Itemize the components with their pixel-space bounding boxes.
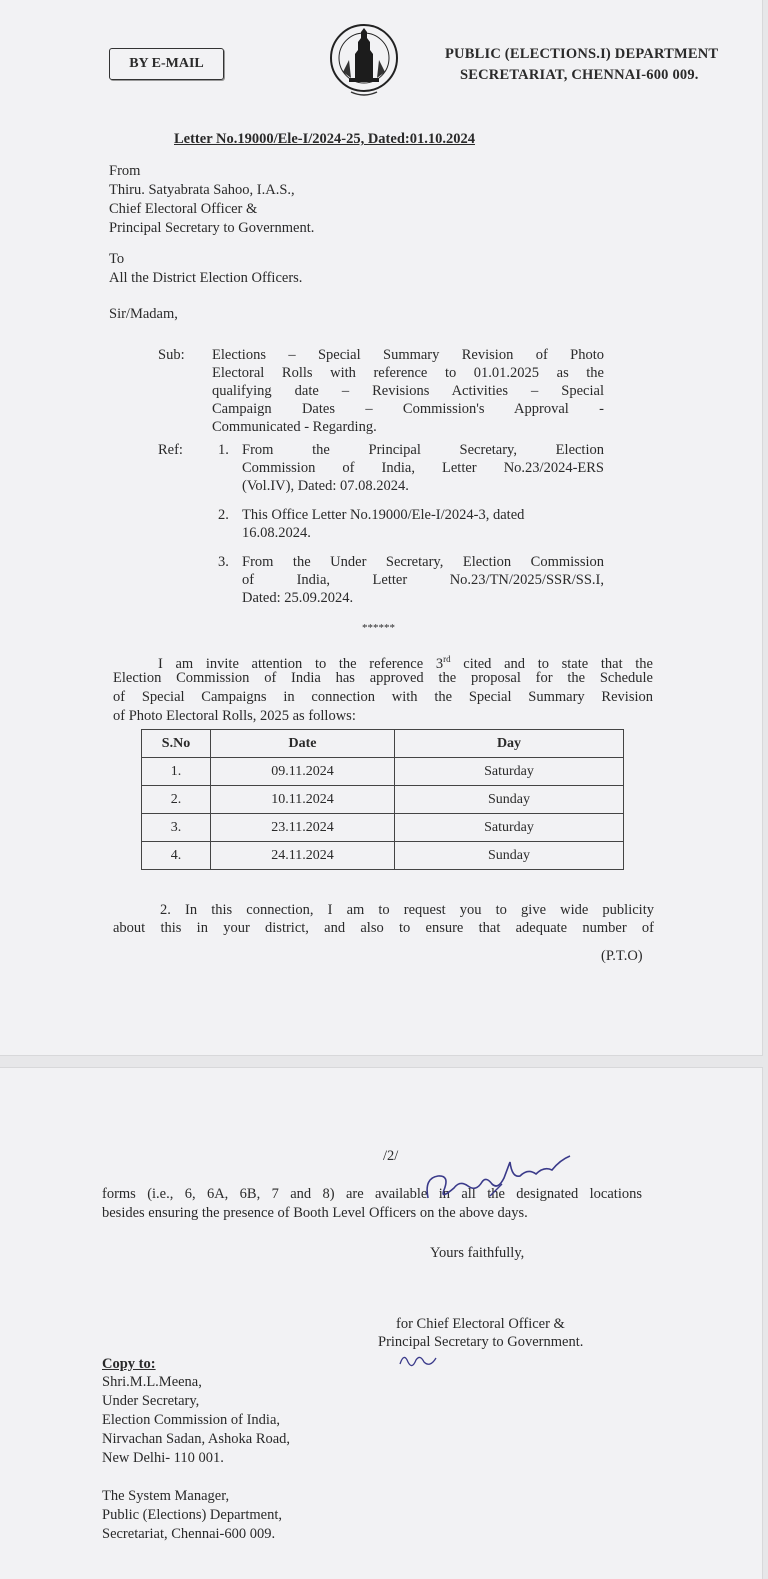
signatory-designation-2: Principal Secretary to Government.: [378, 1334, 584, 1350]
subject-line: qualifying date – Revisions Activities – Special: [212, 383, 604, 399]
reference-line: From the Under Secretary, Election Commission: [242, 554, 604, 570]
department-address: SECRETARIAT, CHENNAI-600 009.: [460, 67, 699, 83]
subject-line: Elections – Special Summary Revision of Photo: [212, 347, 604, 363]
cell-date: 10.11.2024: [211, 786, 395, 814]
cell-sno: 1.: [142, 758, 211, 786]
reference-line: Dated: 25.09.2024.: [242, 590, 354, 606]
column-header-date: Date: [211, 730, 395, 758]
initials-icon: [396, 1348, 440, 1372]
column-header-day: Day: [395, 730, 624, 758]
from-name: Thiru. Satyabrata Sahoo, I.A.S.,: [109, 182, 295, 198]
by-email-badge: BY E-MAIL: [109, 48, 224, 80]
to-label: To: [109, 251, 125, 267]
copy-recipient-line: Nirvachan Sadan, Ashoka Road,: [102, 1431, 291, 1447]
cell-sno: 4.: [142, 842, 211, 870]
page-number: /2/: [383, 1148, 399, 1164]
cell-day: Sunday: [395, 786, 624, 814]
body-paragraph-line: I am invite attention to the reference 3rd cited and to state that the: [158, 654, 653, 672]
cell-sno: 3.: [142, 814, 211, 842]
please-turn-over: (P.T.O): [601, 948, 643, 964]
body-paragraph-line: forms (i.e., 6, 6A, 6B, 7 and 8) are available in all the designated locations: [102, 1186, 642, 1202]
copy-recipient-line: Shri.M.L.Meena,: [102, 1374, 202, 1390]
table-row: [142, 786, 624, 814]
subject-line: Communicated - Regarding.: [212, 419, 377, 435]
body-paragraph-line: besides ensuring the presence of Booth Level Officers on the above days.: [102, 1205, 528, 1221]
cell-day: Saturday: [395, 758, 624, 786]
reference-number: 2.: [218, 507, 229, 523]
copy-to-label: Copy to:: [102, 1356, 156, 1372]
to-recipient: All the District Election Officers.: [109, 270, 303, 286]
separator-stars: ******: [362, 622, 395, 634]
references-label: Ref:: [158, 442, 183, 458]
copy-recipient-line: New Delhi- 110 001.: [102, 1450, 224, 1466]
copy-recipient-line: Secretariat, Chennai-600 009.: [102, 1526, 276, 1542]
cell-date: 09.11.2024: [211, 758, 395, 786]
table-row: [142, 814, 624, 842]
body-paragraph-line: 2. In this connection, I am to request you to give wide publicity: [160, 902, 654, 918]
body-paragraph-line: Election Commission of India has approved the proposal for the Schedule: [113, 670, 653, 686]
reference-line: Commission of India, Letter No.23/2024-ERS: [242, 460, 604, 476]
copy-recipient-line: Public (Elections) Department,: [102, 1507, 282, 1523]
subject-line: Electoral Rolls with reference to 01.01.2025 as the: [212, 365, 604, 381]
reference-line: (Vol.IV), Dated: 07.08.2024.: [242, 478, 409, 494]
from-designation-2: Principal Secretary to Government.: [109, 220, 315, 236]
table-row: [142, 842, 624, 870]
cell-day: Sunday: [395, 842, 624, 870]
subject-label: Sub:: [158, 347, 185, 363]
table-header-row: [142, 730, 624, 758]
signatory-designation: for Chief Electoral Officer &: [396, 1316, 565, 1332]
cell-date: 23.11.2024: [211, 814, 395, 842]
department-name: PUBLIC (ELECTIONS.I) DEPARTMENT: [445, 46, 719, 62]
reference-number: 1.: [218, 442, 229, 458]
reference-number: 3.: [218, 554, 229, 570]
tamil-nadu-emblem-icon: [329, 20, 399, 100]
from-designation: Chief Electoral Officer &: [109, 201, 258, 217]
body-paragraph-line: about this in your district, and also to ensure that adequate number of: [113, 920, 654, 936]
letter-page-2: [0, 1068, 762, 1579]
copy-recipient-line: Election Commission of India,: [102, 1412, 281, 1428]
body-paragraph-line: of Special Campaigns in connection with the Special Summary Revision: [113, 689, 653, 705]
letter-number: Letter No.19000/Ele-I/2024-25, Dated:01.10.2024: [174, 131, 475, 147]
column-header-sno: S.No: [142, 730, 211, 758]
cell-day: Saturday: [395, 814, 624, 842]
reference-line: 16.08.2024.: [242, 525, 311, 541]
table-row: [142, 758, 624, 786]
copy-recipient-line: Under Secretary,: [102, 1393, 200, 1409]
reference-line: of India, Letter No.23/TN/2025/SSR/SS.I,: [242, 572, 604, 588]
special-campaign-schedule-table: [141, 729, 624, 870]
from-label: From: [109, 163, 141, 179]
closing-phrase: Yours faithfully,: [430, 1245, 525, 1261]
reference-line: From the Principal Secretary, Election: [242, 442, 604, 458]
handwritten-signature-icon: [420, 1148, 580, 1208]
subject-line: Campaign Dates – Commission's Approval -: [212, 401, 604, 417]
copy-recipient-line: The System Manager,: [102, 1488, 230, 1504]
salutation: Sir/Madam,: [109, 306, 178, 322]
cell-sno: 2.: [142, 786, 211, 814]
reference-line: This Office Letter No.19000/Ele-I/2024-3, dated: [242, 507, 525, 523]
body-paragraph-line: of Photo Electoral Rolls, 2025 as follows:: [113, 708, 356, 724]
cell-date: 24.11.2024: [211, 842, 395, 870]
